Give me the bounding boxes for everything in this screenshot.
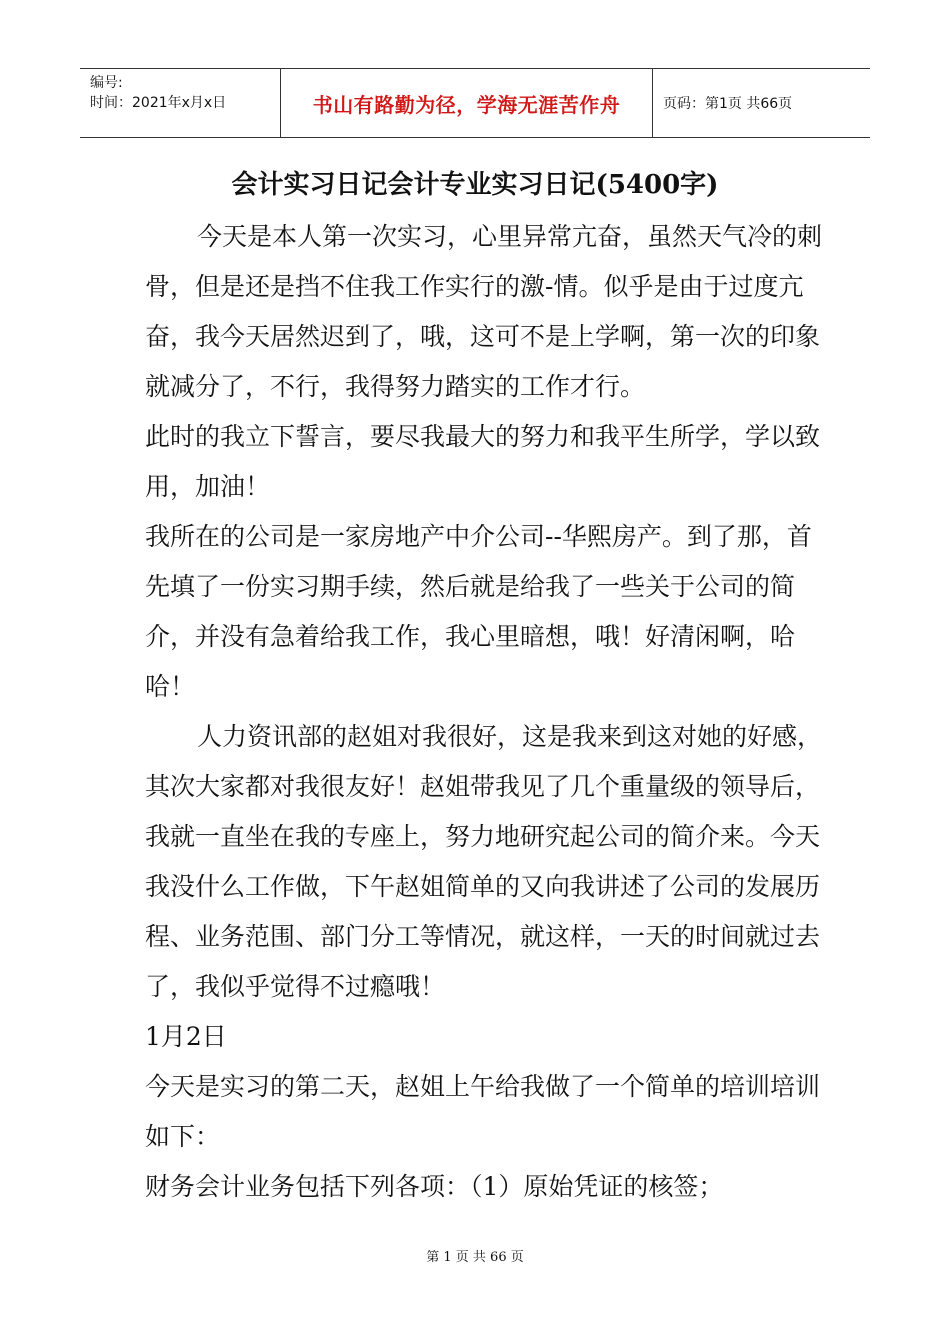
header-meta (80, 69, 281, 137)
header-motto-cell (281, 69, 653, 137)
paragraph: 财务会计业务包括下列各项：（1）原始凭证的核签； (145, 1172, 724, 1201)
page-footer: 第 1 页 共 66 页 (426, 1250, 524, 1265)
header-motto: 书山有路勤为径，学海无涯苦作舟 (312, 92, 621, 117)
paragraph: 人力资讯部的赵姐对我很好，这是我来到这对她的好感，其次大家都对我很友好！赵姐带我见了几个重量级的领导后，我就一直坐在我的专座上，努力地研究起公司的简介来。今天我没什么工作做，下午赵姐简单的又向我讲述了公司的发展历程、业务范围、部门分工等情况，就这样，一天的时间就过去了，我似乎觉得不过瘾哦！ (145, 722, 823, 1001)
document-number-label: 编号: (90, 75, 123, 91)
paragraph: 此时的我立下誓言，要尽我最大的努力和我平生所学，学以致用，加油！ (145, 422, 821, 501)
paragraph: 我所在的公司是一家房地产中介公司--华熙房产。到了那，首先填了一份实习期手续，然后就是给我了一些关于公司的简介，并没有急着给我工作，我心里暗想，哦！好清闲啊，哈哈！ (145, 522, 812, 701)
document-header (80, 68, 870, 138)
header-page-info: 页码：第1页 共66页 (663, 96, 793, 112)
document-time-label: 时间：2021年x月x日 (90, 95, 227, 111)
document-title: 会计实习日记会计专业实习日记(5400字) (231, 170, 719, 200)
date-heading: 1月2日 (145, 1022, 227, 1051)
document-body (145, 212, 825, 1212)
paragraph: 今天是实习的第二天，赵姐上午给我做了一个简单的培训培训如下： (145, 1072, 821, 1151)
paragraph: 今天是本人第一次实习，心里异常亢奋，虽然天气冷的刺骨，但是还是挡不住我工作实行的激-情。似乎是由于过度亢奋，我今天居然迟到了，哦，这可不是上学啊，第一次的印象就减分了，不行，我得努力踏实的工作才行。 (145, 222, 823, 401)
